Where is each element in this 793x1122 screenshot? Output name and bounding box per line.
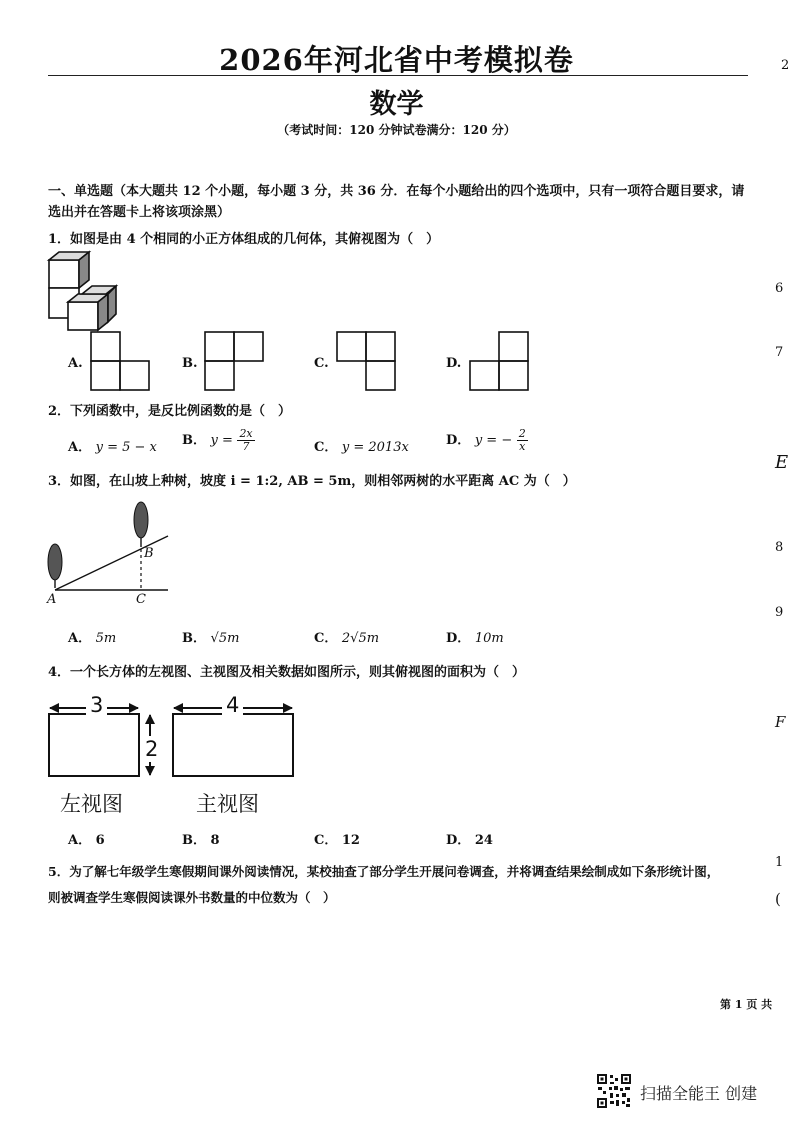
margin-fragment-9: ( [775,890,781,908]
q4-main-view-width: 4 [222,694,243,716]
q2-option-b-lhs: y = [210,433,233,448]
q2-option-d-fraction [517,428,528,453]
q1-option-b-label: B. [182,356,198,371]
q2-option-d-denominator: x [519,440,526,453]
q2-stem: 2．下列函数中，是反比例函数的是（ ） [48,404,292,419]
q4-option-d-label: D． [446,833,471,848]
q3-option-d-value: 10m [474,631,504,646]
q3-label-a: A [47,592,57,607]
margin-fragment-8: 1 [775,855,784,870]
q4-left-view-width: 3 [86,694,107,716]
q2-option-b-label: B． [182,433,206,448]
q1-option-d-label: D. [446,356,462,371]
q1-cube-figure [44,248,124,334]
q3-slope-figure [40,496,180,608]
q3-option-a-value: 5m [95,631,117,646]
q4-option-b-value: 8 [210,833,220,848]
q3-option-d [446,627,504,646]
q1-option-c-figure [336,331,396,393]
q4-stem: 4．一个长方体的左视图、主视图及相关数据如图所示，则其俯视图的面积为（ ） [48,665,526,680]
q4-option-a [68,829,105,848]
q4-option-c-value: 12 [341,833,360,848]
q1-option-d-figure [469,331,529,393]
q3-option-c-value: 2√5m [341,631,380,646]
q2-option-a [68,436,157,455]
q2-option-d-numerator: 2 [518,427,526,440]
q3-option-a-label: A． [68,631,92,646]
q1-stem: 1．如图是由 4 个相同的小正方体组成的几何体，其俯视图为（ ） [48,232,440,247]
q2-option-d [446,428,528,453]
q1-option-b-figure [204,331,264,393]
margin-fragment-7: F [775,713,786,731]
margin-fragment-4: E [775,452,789,473]
q3-stem: 3．如图，在山坡上种树，坡度 i = 1:2, AB = 5m，则相邻两树的水平距离 AC 为（ ） [48,474,576,489]
q2-option-a-label: A． [68,440,92,455]
margin-fragment-6: 9 [775,605,784,620]
exam-info: （考试时间：120 分钟试卷满分：120 分） [277,123,516,137]
q4-main-view-caption: 主视图 [196,792,259,816]
q2-option-d-label: D． [446,433,471,448]
q2-option-c-label: C． [314,440,338,455]
margin-fragment-3: 7 [775,345,784,360]
page-number: 第 1 页 共 [720,998,773,1011]
q4-option-b-label: B． [182,833,206,848]
q3-option-b [182,627,239,646]
q1-option-c-label: C. [314,356,329,371]
q2-option-d-lhs: y = − [474,433,513,448]
q4-left-view-height: 2 [145,737,159,761]
q4-option-c [314,829,360,848]
title-rule [48,75,748,76]
exam-title: 2026年河北省中考模拟卷 [219,43,574,77]
section-heading: 一、单选题（本大题共 12 个小题，每小题 3 分，共 36 分．在每个小题给出的四个选项中，只有一项符合题目要求，请选出并在答题卡上将该项涂黑） [48,184,745,220]
q2-option-c [314,436,409,455]
q5-stem-line2: 则被调查学生寒假阅读课外书数量的中位数为（ ） [48,890,336,905]
q2-option-c-expr: y = 2013x [341,440,409,455]
margin-fragment-5: 8 [775,540,784,555]
q4-option-c-label: C． [314,833,338,848]
q4-option-b [182,829,220,848]
q3-option-b-label: B． [182,631,206,646]
q3-option-c-label: C． [314,631,338,646]
margin-fragment-1: 2 [781,58,790,73]
q3-option-d-label: D． [446,631,471,646]
q4-option-d [446,829,493,848]
q3-label-c: C [136,592,146,607]
q1-option-a-figure [90,331,150,393]
q4-option-a-label: A． [68,833,92,848]
qr-code-icon [596,1073,632,1109]
q3-option-b-value: √5m [210,631,240,646]
q4-option-d-value: 24 [474,833,493,848]
q4-left-view-caption: 左视图 [60,792,123,816]
q2-option-b-denominator: 7 [242,440,250,453]
q1-option-a-label: A. [68,356,83,371]
subject-title: 数学 [369,89,424,120]
q5-stem-line1: 5．为了解七年级学生寒假期间课外阅读情况，某校抽查了部分学生开展问卷调查，并将调查结果绘制成如下条形统计图， [48,864,720,879]
q2-option-b [182,428,255,453]
margin-fragment-2: 6 [775,281,784,296]
q2-option-a-expr: y = 5 − x [95,440,157,455]
q2-option-b-numerator: 2x [239,427,253,440]
scanner-watermark: 扫描全能王 创建 [640,1084,758,1103]
q2-option-b-fraction [237,428,254,453]
q3-option-c [314,627,379,646]
q4-option-a-value: 6 [95,833,105,848]
q3-option-a [68,627,116,646]
q3-label-b: B [144,546,154,561]
